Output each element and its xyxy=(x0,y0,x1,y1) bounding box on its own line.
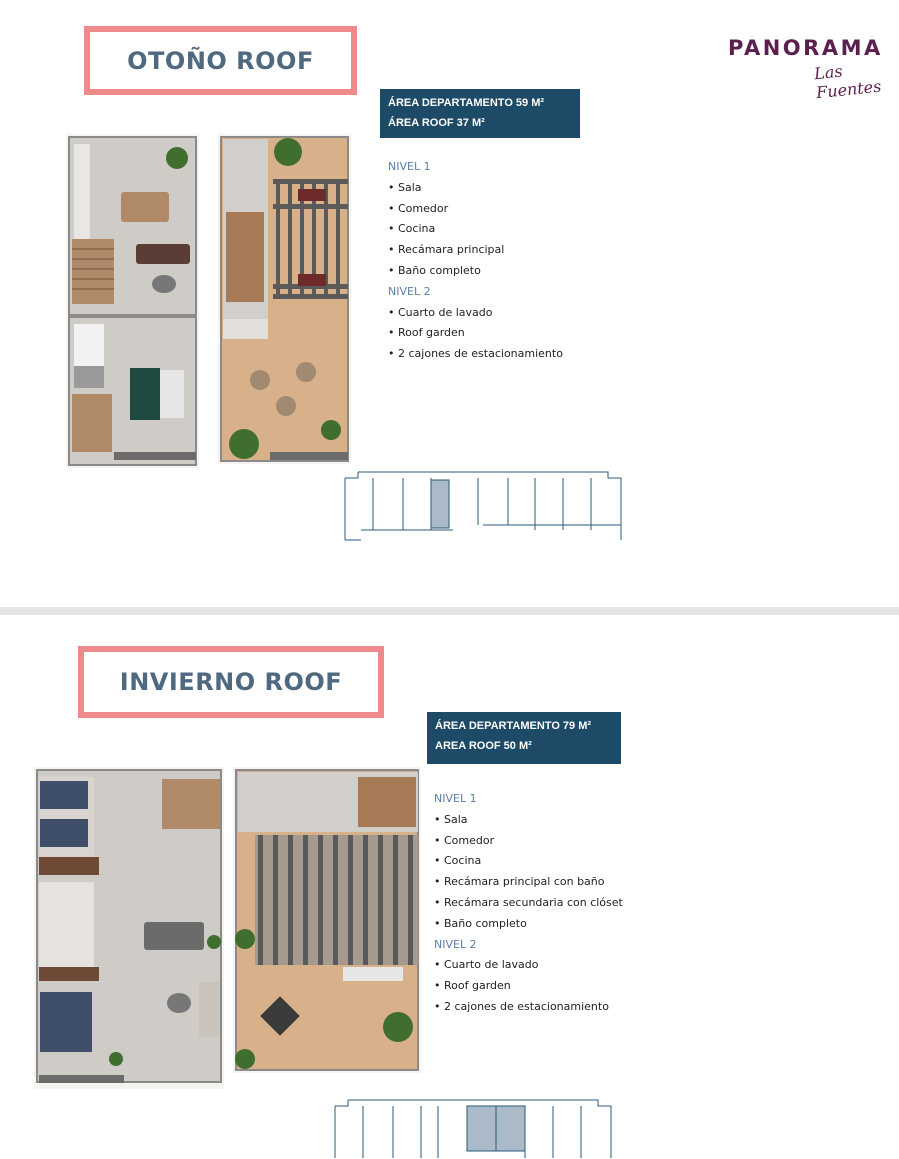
floor-plan-roof xyxy=(218,134,351,464)
area-apartment: ÁREA DEPARTAMENTO 79 M² xyxy=(435,720,592,732)
plant-icon xyxy=(321,420,341,440)
stairs-icon xyxy=(226,212,264,302)
dining-table-icon xyxy=(121,192,169,222)
feature-item: • Cuarto de lavado xyxy=(434,955,623,976)
dining-table-icon xyxy=(144,922,204,950)
feature-item: • 2 cajones de estacionamiento xyxy=(434,997,623,1018)
chair-icon xyxy=(276,396,296,416)
unit-title-box-invierno xyxy=(78,646,384,718)
unit-title: INVIERNO ROOF xyxy=(119,668,343,696)
toilet-icon xyxy=(74,324,104,369)
plant-icon xyxy=(207,935,221,949)
feature-item: • Roof garden xyxy=(434,976,623,997)
feature-item: • Baño completo xyxy=(434,914,623,935)
section-divider xyxy=(0,607,899,615)
feature-item: • Recámara principal con baño xyxy=(434,872,623,893)
area-roof: ÁREA ROOF 37 M² xyxy=(388,117,485,129)
bed-icon xyxy=(40,781,88,809)
sofa-icon xyxy=(343,967,403,981)
plant-icon xyxy=(229,429,259,459)
feature-item: • Cuarto de lavado xyxy=(388,303,563,324)
level-heading: NIVEL 1 xyxy=(388,160,431,173)
unit-title: OTOÑO ROOF xyxy=(127,46,314,75)
area-info-box xyxy=(380,89,580,138)
feature-item: • Comedor xyxy=(388,199,563,220)
feature-item: • Comedor xyxy=(434,831,623,852)
feature-item: • Cocina xyxy=(388,219,563,240)
feature-item: • Roof garden xyxy=(388,323,563,344)
floor-plan-level-1 xyxy=(66,134,199,468)
feature-item: • 2 cajones de estacionamiento xyxy=(388,344,563,365)
feature-item: • Baño completo xyxy=(388,261,563,282)
bed-icon xyxy=(40,992,92,1052)
feature-item: • Cocina xyxy=(434,851,623,872)
plant-icon xyxy=(383,1012,413,1042)
plant-icon xyxy=(109,1052,123,1066)
bed-icon xyxy=(130,368,160,420)
floor-plan-level-1 xyxy=(34,767,224,1089)
level-heading: NIVEL 1 xyxy=(434,792,477,805)
stairs-icon xyxy=(358,777,416,827)
pergola-icon xyxy=(255,835,418,965)
chair-icon xyxy=(296,362,316,382)
plant-icon xyxy=(235,929,255,949)
feature-item: • Sala xyxy=(388,178,563,199)
plant-icon xyxy=(274,138,302,166)
features-list xyxy=(434,789,623,1018)
feature-item: • Sala xyxy=(434,810,623,831)
level-heading: NIVEL 2 xyxy=(434,937,477,951)
bed-icon xyxy=(40,819,88,847)
feature-item: • Recámara principal xyxy=(388,240,563,261)
brand-subtitle: Las Fuentes xyxy=(813,61,883,103)
sofa-icon xyxy=(136,244,190,264)
level-heading: NIVEL 2 xyxy=(388,284,431,298)
plant-icon xyxy=(166,147,188,169)
brand-logo: PANORAMA xyxy=(728,36,883,60)
area-apartment: ÁREA DEPARTAMENTO 59 M² xyxy=(388,97,545,109)
area-info-box xyxy=(427,712,621,764)
chair-icon xyxy=(250,370,270,390)
unit-title-box-otono xyxy=(84,26,357,95)
plant-icon xyxy=(235,1049,255,1069)
floor-plan-roof xyxy=(233,767,421,1073)
unit-highlight xyxy=(431,480,449,528)
stairs-icon xyxy=(162,779,220,829)
site-key-plan xyxy=(343,470,623,543)
area-roof: AREA ROOF 50 M² xyxy=(435,740,532,752)
features-list xyxy=(388,157,563,365)
feature-item: • Recámara secundaria con clóset xyxy=(434,893,623,914)
site-key-plan xyxy=(333,1098,613,1159)
sofa-icon xyxy=(199,982,219,1037)
